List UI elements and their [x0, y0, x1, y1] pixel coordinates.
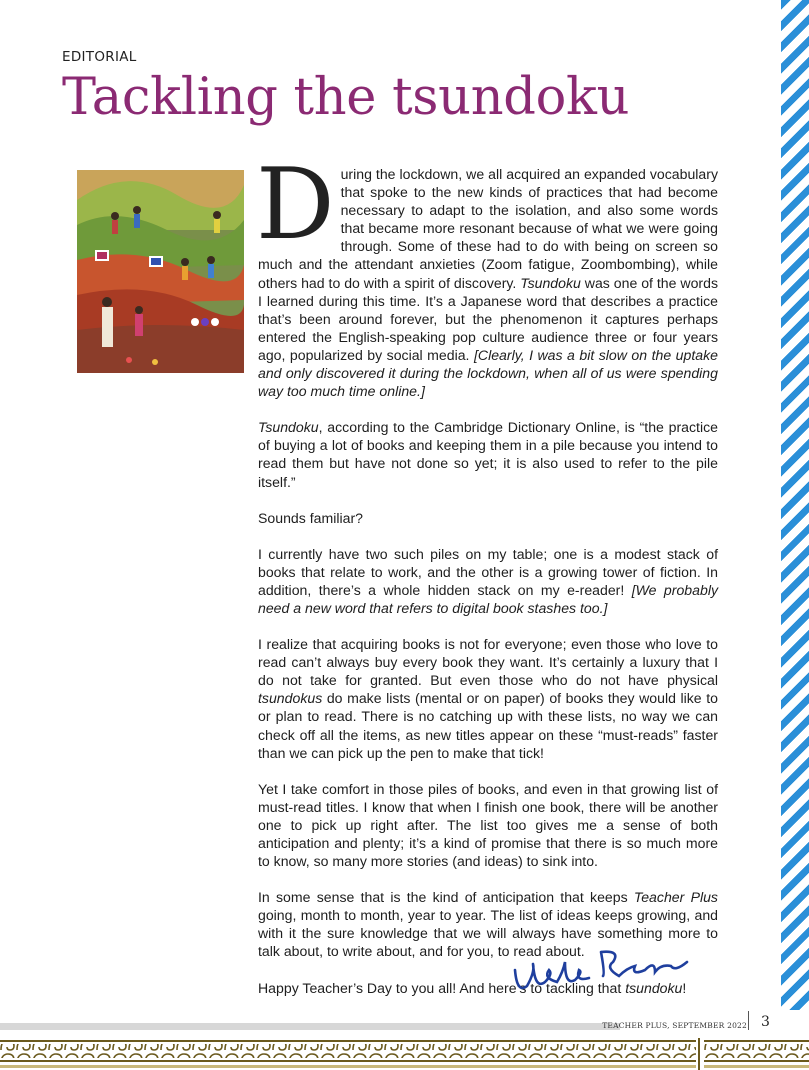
- text-run: I currently have two such piles on my table; one is a modest stack of books that relate to work, and the other is a growing tower of fiction. In addition, there’s a whole hidden stack on my e-reader!: [258, 545, 718, 598]
- drop-cap: D: [256, 148, 335, 262]
- paragraph: [258, 780, 718, 870]
- emphasis-text: Tsundoku: [258, 419, 319, 436]
- text-run: Yet I take comfort in those piles of books, and even in that growing list of must-read titles. I know that when I finish one book, there will be another one to pick up right after. The list too gives me a sense of both anticipation and plenty; it’s a kind of promise that there is so much more to know, so many more stories (and ideas) to sink into.: [258, 780, 718, 870]
- handwritten-signature: [505, 942, 695, 1004]
- text-run: going, month to month, year to year. The list of ideas keeps growing, and with it the sure knowledge that we will always have something more to talk about, to write about, and for you, to read about.: [258, 907, 718, 960]
- painted-landscape-illustration: [77, 170, 244, 373]
- paragraph: [258, 509, 718, 527]
- page-title: Tackling the tsundoku: [62, 68, 630, 127]
- emphasis-text: tsundoku: [625, 979, 683, 996]
- text-run: Happy Teacher’s Day to you all! And here’s to tackling that: [258, 979, 626, 996]
- publication-footer: TEACHER PLUS, SEPTEMBER 2022: [602, 1021, 747, 1030]
- paragraph: [256, 148, 718, 400]
- paragraph: [258, 545, 718, 617]
- emphasis-text: [We probably need a new word that refers to digital book stashes too.]: [258, 581, 718, 616]
- text-run: In some sense that is the kind of anticipation that keeps: [258, 889, 634, 906]
- emphasis-text: [Clearly, I was a bit slow on the uptake and only discovered it during the lockdown, when all of us were spending way too much time online.]: [258, 346, 718, 400]
- diagonal-stripe-border: [781, 0, 809, 1010]
- text-run: , according to the Cambridge Dictionary Online, is “the practice of buying a lot of books and keeping them in a pile because you intend to read them but have not done so yet; it is also used to refer to the pile itself.”: [258, 419, 718, 490]
- article-body: [256, 148, 718, 1015]
- text-run: was one of the words I learned during this time. It’s a Japanese word that describes a practice that’s been around forever, but the phenomenon it captures perhaps entered the English-speaking pop culture audience three or four years ago, popularized by social media.: [258, 274, 718, 363]
- text-run: Sounds familiar?: [258, 509, 363, 526]
- emphasis-text: Teacher Plus: [633, 889, 718, 906]
- footer-band: [0, 1023, 620, 1030]
- paragraph: [258, 418, 718, 490]
- footer-divider: [748, 1011, 749, 1030]
- text-run: !: [682, 979, 687, 996]
- emphasis-text: tsundokus: [258, 690, 323, 707]
- text-run: uring the lockdown, we all acquired an expanded vocabulary that spoke to the new kinds of practices that had become necessary to adapt to the isolation, and also some words that became more resonant because of what we were going through. Some of these had to do with being on screen so much and the attendant anxieties (Zoom fatigue, Zoombombing), while others had to do with a spirit of discovery.: [258, 166, 718, 291]
- paragraph: [258, 635, 718, 762]
- text-run: do make lists (mental or on paper) of books they would like to or plan to read. There is no catching up with these lists, no way we can check off all the items, as new titles appear on these “must-reads” faster than we can pick up the pen to make that tick!: [258, 690, 718, 761]
- text-run: I realize that acquiring books is not for everyone; even those who love to read can’t always buy every book they want. It’s certainly a luxury that I do not take for granted. But even those who do not have physical: [258, 636, 718, 689]
- emphasis-text: Tsundoku: [520, 274, 581, 291]
- decorative-border: [0, 1038, 809, 1070]
- page-number: 3: [761, 1014, 770, 1030]
- section-label: EDITORIAL: [62, 49, 137, 65]
